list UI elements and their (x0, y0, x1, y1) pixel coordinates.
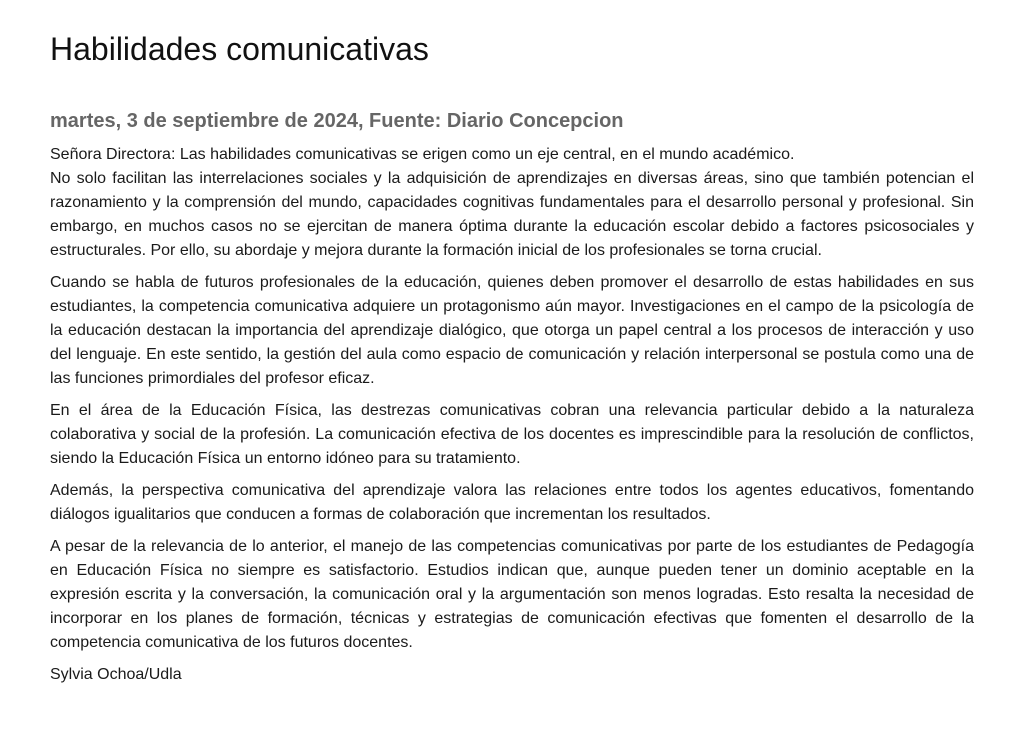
article-body (50, 143, 974, 687)
article-paragraph-3: Cuando se habla de futuros profesionales de la educación, quienes deben promover el desarrollo de estas habilidades en sus estudiantes, la competencia comunicativa adquiere un protagonismo aún mayor. Investigaciones en el campo de la psicología de la educación destacan la importancia del aprendizaje dialógico, que otorga un papel central a los procesos de interacción y uso del lenguaje. En este sentido, la gestión del aula como espacio de comunicación y relación interpersonal se postula como una de las funciones primordiales del profesor eficaz. (50, 274, 974, 387)
article-paragraph-4: En el área de la Educación Física, las destrezas comunicativas cobran una relevancia particular debido a la naturaleza colaborativa y social de la profesión. La comunicación efectiva de los docentes es imprescindible para la resolución de conflictos, siendo la Educación Física un entorno idóneo para su tratamiento. (50, 402, 974, 467)
page-title: Habilidades comunicativas (50, 31, 429, 67)
article-byline: martes, 3 de septiembre de 2024, Fuente: Diario Concepcion (50, 110, 624, 132)
article-paragraph-2: No solo facilitan las interrelaciones sociales y la adquisición de aprendizajes en diversas áreas, sino que también potencian el razonamiento y la comprensión del mundo, capacidades cognitivas fundamentales para el desarrollo personal y profesional. Sin embargo, en muchos casos no se ejercitan de manera óptima durante la educación escolar debido a factores psicosociales y estructurales. Por ello, su abordaje y mejora durante la formación inicial de los profesionales se torna crucial. (50, 170, 974, 259)
article-paragraph-5: Además, la perspectiva comunicativa del aprendizaje valora las relaciones entre todos los agentes educativos, fomentando diálogos igualitarios que conducen a formas de colaboración que incrementan los resultados. (50, 482, 974, 523)
article-paragraph-1: Señora Directora: Las habilidades comunicativas se erigen como un eje central, en el mundo académico. (50, 146, 795, 163)
article-paragraph-6: A pesar de la relevancia de lo anterior, el manejo de las competencias comunicativas por parte de los estudiantes de Pedagogía en Educación Física no siempre es satisfactorio. Estudios indican que, aunque pueden tener un dominio aceptable en la expresión escrita y la conversación, la comunicación oral y la argumentación son menos logradas. Esto resalta la necesidad de incorporar en los planes de formación, técnicas y estrategias de comunicación efectivas que fomenten el desarrollo de la competencia comunicativa de los futuros docentes. (50, 538, 974, 651)
article-signature: Sylvia Ochoa/Udla (50, 666, 182, 683)
